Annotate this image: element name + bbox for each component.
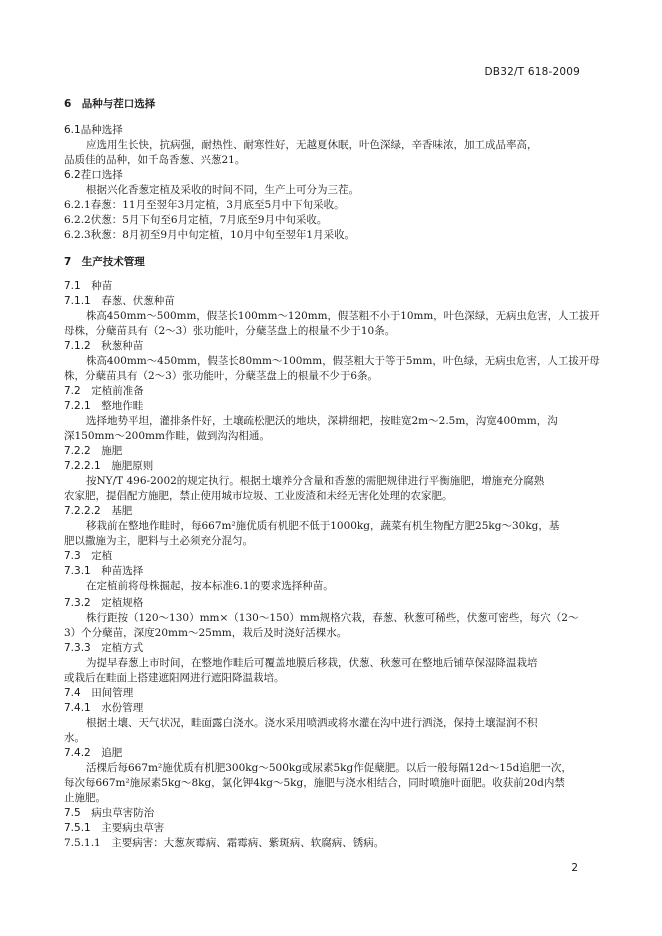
clause-7-3-2-heading: 7.3.2 定植规格 — [64, 597, 144, 609]
paragraph-line: 株行距按（120～130）mm×（130～150）mm规格穴栽，春葱、秋葱可稀些，伏葱可密些，每穴（2～ — [86, 612, 579, 624]
clause-7-5-heading: 7.5 病虫草害防治 — [64, 807, 155, 819]
clause-7-2-1-heading: 7.2.1 整地作畦 — [64, 400, 144, 412]
clause-7-2-heading: 7.2 定植前准备 — [64, 385, 144, 397]
clause-7-4-heading: 7.4 田间管理 — [64, 687, 134, 699]
section-6-heading: 6 品种与茬口选择 — [64, 98, 156, 110]
paragraph-line: 肥以撒施为主，肥料与土必须充分混匀。 — [64, 535, 253, 547]
paragraph-line: 根据土壤、天气状况，畦面露白浇水。浇水采用喷洒或将水灌在沟中进行洒浇，保持土壤湿润不积 — [86, 717, 538, 729]
paragraph-line: 深150mm～200mm作畦，做到沟沟相通。 — [64, 430, 270, 442]
list-item: 6.2.2伏葱：5月下旬至6月定植，7月底至9月中旬采收。 — [64, 214, 328, 226]
clause-7-3-1-heading: 7.3.1 种苗选择 — [64, 565, 144, 577]
paragraph-line: 品质佳的品种，如千岛香葱、兴葱21。 — [64, 154, 246, 166]
paragraph-line: 农家肥，提倡配方施肥，禁止使用城市垃圾、工业废渣和未经无害化处理的农家肥。 — [64, 490, 453, 502]
clause-7-5-1-heading: 7.5.1 主要病虫草害 — [64, 822, 165, 834]
paragraph-line: 在定植前将母株掘起，按本标准6.1的要求选择种苗。 — [86, 580, 334, 592]
paragraph-line: 株高400mm～450mm，假茎长80mm～100mm，假茎粗大于等于5mm，叶色绿，无病虫危害，人工拔开母 — [86, 355, 600, 367]
section-7-heading: 7 生产技术管理 — [64, 256, 145, 268]
clause-6-1-heading: 6.1品种选择 — [64, 124, 123, 136]
paragraph-line: 为提早春葱上市时间，在整地作畦后可覆盖地膜后移栽，伏葱、秋葱可在整地后铺草保湿降温栽培 — [86, 657, 538, 669]
paragraph-line: 应选用生长快，抗病强，耐热性、耐寒性好，无越夏休眠，叶色深绿，辛香味浓，加工成品率高， — [86, 139, 538, 151]
paragraph-line: 移栽前在整地作畦时，每667m²施优质有机肥不低于1000kg，蔬菜有机生物配方肥25kg～30kg，基 — [86, 520, 560, 532]
clause-7-2-2-1-heading: 7.2.2.1 施肥原则 — [64, 460, 154, 472]
clause-6-2-heading: 6.2茬口选择 — [64, 169, 123, 181]
clause-7-2-2-heading: 7.2.2 施肥 — [64, 445, 123, 457]
clause-7-4-2-heading: 7.4.2 追肥 — [64, 747, 123, 759]
paragraph-line: 株高450mm～500mm，假茎长100mm～120mm，假茎粗不小于10mm，叶色深绿，无病虫危害，人工拔开 — [86, 310, 600, 322]
clause-7-4-1-heading: 7.4.1 水份管理 — [64, 702, 144, 714]
paragraph-line: 或栽后在畦面上搭建遮阳网进行遮阳降温栽培。 — [64, 672, 285, 684]
clause-7-1-2-heading: 7.1.2 秋葱种苗 — [64, 340, 144, 352]
list-item: 6.2.1春葱：11月至翌年3月定植，3月底至5月中下旬采收。 — [64, 199, 345, 211]
paragraph-line: 水。 — [64, 732, 85, 744]
paragraph-line: 每次每667m²施尿素5kg～8kg，氯化钾4kg～5kg，施肥与浇水相结合，同时喷施叶面肥。收获前20d内禁 — [64, 777, 565, 789]
paragraph-line: 3）个分蘖苗，深度20mm～25mm，栽后及时浇好活棵水。 — [64, 627, 348, 639]
clause-7-1-1-heading: 7.1.1 春葱、伏葱种苗 — [64, 295, 175, 307]
paragraph-line: 株，分蘖苗具有（2～3）张功能叶，分蘖茎盘上的根量不少于6条。 — [64, 370, 379, 382]
page-number: 2 — [571, 862, 578, 874]
paragraph-line: 活棵后每667m²施优质有机肥300kg～500kg或尿素5kg作促蘖肥。以后一般每隔12d～15d追肥一次， — [86, 762, 572, 774]
document-code-header: DB32/T 618-2009 — [484, 66, 580, 78]
list-item: 6.2.3秋葱：8月初至9月中旬定植，10月中旬至翌年1月采收。 — [64, 229, 356, 241]
paragraph-line: 止施肥。 — [64, 792, 106, 804]
paragraph-line: 母株，分蘖苗具有（2～3）张功能叶，分蘖茎盘上的根量不少于10条。 — [64, 325, 396, 337]
paragraph-line: 根据兴化香葱定植及采收的时间不同，生产上可分为三茬。 — [86, 184, 359, 196]
paragraph-line: 选择地势平坦，灌排条件好，土壤疏松肥沃的地块，深耕细耙，按畦宽2m～2.5m，沟宽400mm，沟 — [86, 415, 558, 427]
clause-7-5-1-1-text: 7.5.1.1 主要病害：大葱灰霉病、霜霉病、紫斑病、软腐病、锈病。 — [64, 837, 385, 849]
paragraph-line: 按NY/T 496-2002的规定执行。根据土壤养分含量和香葱的需肥规律进行平衡施肥，增施充分腐熟 — [86, 475, 545, 487]
clause-7-1-heading: 7.1 种苗 — [64, 280, 113, 292]
clause-7-2-2-2-heading: 7.2.2.2 基肥 — [64, 505, 133, 517]
clause-7-3-3-heading: 7.3.3 定植方式 — [64, 642, 144, 654]
clause-7-3-heading: 7.3 定植 — [64, 550, 113, 562]
